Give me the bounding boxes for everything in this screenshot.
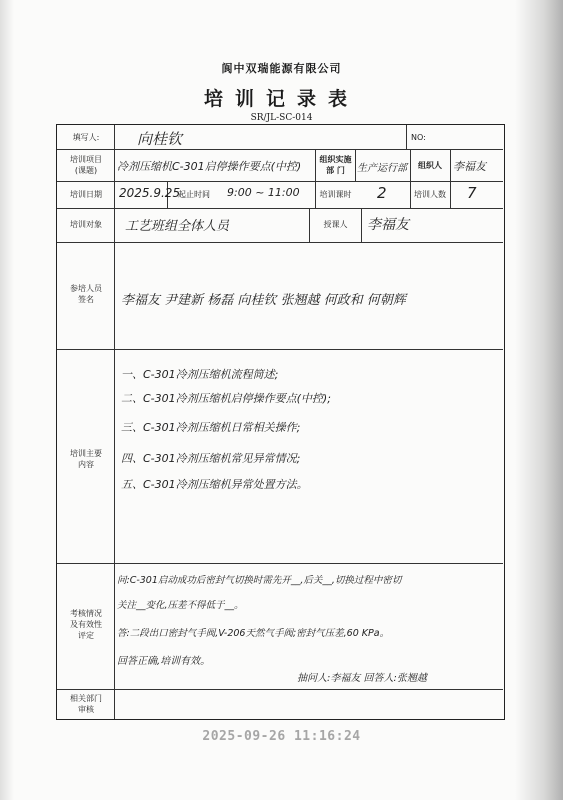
scan-timestamp: 2025-09-26 11:16:24	[202, 729, 361, 744]
count-label: 培训人数	[414, 190, 446, 199]
organizer-dept-label: 组织实施 部 门	[319, 155, 352, 175]
evaluation-signature: 抽问人:李福友 回答人:张翘越	[297, 673, 427, 684]
attendees-label: 参培人员 签名	[70, 284, 102, 304]
organizer-dept-value: 生产运行部	[357, 163, 407, 174]
filler-value: 向桂钦	[137, 130, 183, 148]
content-label: 培训主要 内容	[70, 449, 102, 469]
row-divider	[57, 149, 503, 150]
col-divider	[114, 125, 115, 719]
project-value: 冷剂压缩机C-301启停操作要点(中控)	[117, 160, 302, 173]
content-line: 四、C-301冷剂压缩机常见异常情况;	[121, 452, 301, 465]
content-line: 五、C-301冷剂压缩机异常处置方法。	[121, 478, 308, 491]
teacher-label: 授课人	[323, 220, 348, 229]
count-value: 7	[467, 184, 477, 202]
content-line: 三、C-301冷剂压缩机日常相关操作;	[121, 421, 301, 434]
row-divider	[57, 181, 503, 182]
hours-value: 2	[377, 184, 387, 202]
attendees-signatures: 李福友 尹建新 杨磊 向桂钦 张翘越 何政和 何朝辉	[121, 293, 406, 308]
evaluation-line: 回答正确,培训有效。	[117, 656, 211, 667]
record-table	[56, 124, 505, 720]
col-divider	[309, 208, 310, 242]
col-divider	[450, 149, 451, 208]
project-label: 培训项目 (课题)	[70, 155, 102, 175]
start-time-value: 9:00 ~ 11:00	[227, 186, 300, 199]
evaluation-line: 问:C-301启动成功后密封气切换时需先开__,后关__,切换过程中密切	[117, 575, 402, 586]
row-divider	[57, 563, 503, 564]
start-time-label: 起止时间	[178, 190, 210, 199]
evaluation-line: 关注__变化,压差不得低于__。	[117, 600, 244, 611]
row-divider	[57, 349, 503, 350]
row-divider	[57, 689, 503, 690]
target-value: 工艺班组全体人员	[125, 219, 230, 234]
content-line: 一、C-301冷剂压缩机流程简述;	[121, 368, 279, 381]
filler-label: 填写人:	[72, 133, 100, 142]
organizer-value: 李福友	[453, 160, 486, 173]
form-title: 培训记录表	[203, 88, 359, 110]
review-label: 相关部门 审核	[70, 694, 102, 714]
col-divider	[355, 149, 356, 181]
col-divider	[361, 208, 362, 242]
form-code: SR/JL-SC-014	[250, 113, 313, 123]
row-divider	[57, 242, 503, 243]
company-name: 阆中双瑞能源有限公司	[221, 62, 342, 75]
date-value: 2025.9.25	[119, 186, 181, 200]
row-divider	[57, 208, 503, 209]
evaluation-line: 答:二段出口密封气手阀,V-206天然气手阀;密封气压差,60 KPa。	[117, 628, 390, 639]
evaluation-label: 考核情况 及有效性 评定	[70, 609, 102, 640]
target-label: 培训对象	[70, 220, 102, 229]
hours-label: 培训课时	[319, 190, 352, 199]
date-label: 培训日期	[70, 190, 102, 199]
content-line: 二、C-301冷剂压缩机启停操作要点(中控);	[121, 392, 331, 405]
no-label: NO:	[411, 133, 426, 142]
teacher-value: 李福友	[367, 217, 409, 233]
organizer-label: 组织人	[418, 161, 442, 170]
col-divider	[406, 125, 407, 149]
